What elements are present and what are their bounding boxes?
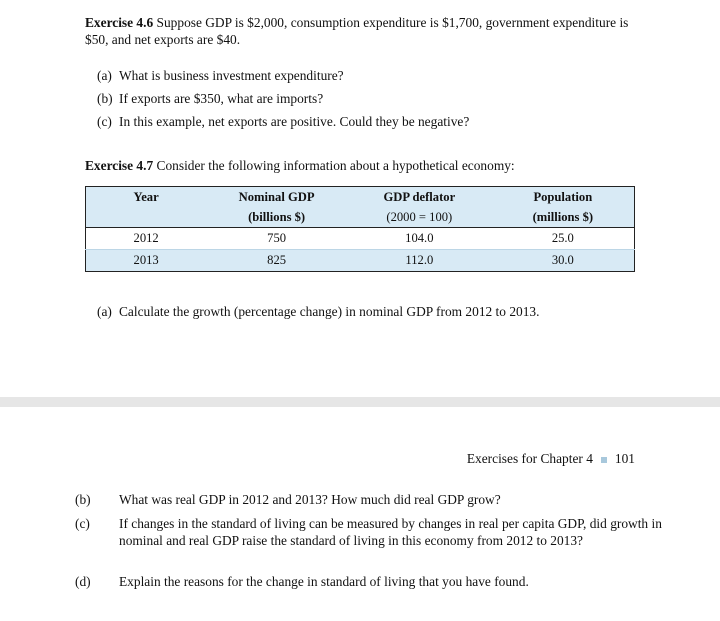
item-label: (b) — [75, 492, 91, 507]
header-year: Year — [133, 189, 159, 204]
cell-gdp-deflator: 112.0 — [347, 250, 492, 272]
exercise-4-6-text: Suppose GDP is $2,000, consumption expenditure is $1,700, government expenditure is $50, and net exports are $40. — [85, 15, 629, 47]
table-header-row-units — [86, 207, 635, 228]
exercise-4-6-statement — [85, 14, 645, 48]
item-text: What was real GDP in 2012 and 2013? How much did real GDP grow? — [119, 492, 501, 507]
header-gdp-deflator: GDP deflator — [383, 189, 456, 204]
exercise-4-6-item-b — [97, 90, 645, 107]
chapter-title: Exercises for Chapter 4 — [466, 451, 593, 466]
item-text: Calculate the growth (percentage change) in nominal GDP from 2012 to 2013. — [119, 304, 540, 319]
item-text: In this example, net exports are positive. Could they be negative? — [119, 114, 470, 129]
exercise-4-7-item-c — [75, 515, 667, 549]
page-number: 101 — [614, 451, 635, 466]
exercise-4-6-item-c — [97, 113, 645, 130]
item-label: (a) — [97, 304, 112, 319]
table-header-row — [86, 187, 635, 208]
header-nominal-gdp: Nominal GDP — [238, 189, 315, 204]
exercise-4-7-label: Exercise 4.7 — [85, 158, 154, 173]
running-header — [467, 451, 635, 467]
exercise-4-6-item-a — [97, 67, 645, 84]
cell-gdp-deflator: 104.0 — [347, 228, 492, 250]
header-gdp-deflator-unit: (2000 = 100) — [386, 209, 453, 224]
exercise-4-7-item-d — [75, 573, 667, 590]
table-row — [86, 228, 635, 250]
economy-data-table — [85, 186, 635, 272]
item-text: Explain the reasons for the change in standard of living that you have found. — [119, 574, 529, 589]
item-label: (b) — [97, 91, 113, 106]
header-nominal-gdp-unit: (billions $) — [248, 209, 306, 224]
cell-year: 2013 — [86, 250, 207, 272]
item-label: (c) — [75, 516, 90, 531]
header-population: Population — [533, 189, 593, 204]
cell-nominal-gdp: 825 — [206, 250, 347, 272]
header-population-unit: (millions $) — [532, 209, 594, 224]
exercise-4-7-statement — [85, 157, 645, 174]
page-separator — [0, 397, 720, 407]
item-label: (d) — [75, 574, 91, 589]
cell-year: 2012 — [86, 228, 207, 250]
item-label: (a) — [97, 68, 112, 83]
exercise-4-7-item-b — [75, 491, 667, 508]
exercise-4-7-item-a — [97, 303, 645, 320]
item-label: (c) — [97, 114, 112, 129]
exercise-4-7-text: Consider the following information about a hypothetical economy: — [153, 158, 515, 173]
header-year-unit — [86, 207, 207, 228]
item-text: What is business investment expenditure? — [119, 68, 344, 83]
item-text: If exports are $350, what are imports? — [119, 91, 324, 106]
cell-population: 25.0 — [492, 228, 635, 250]
table-row — [86, 250, 635, 272]
separator-square-icon — [601, 457, 607, 463]
item-text: If changes in the standard of living can be measured by changes in real per capita GDP, did growth in nominal and real GDP raise the standard of living in this economy from 2012 to 2013? — [119, 516, 662, 548]
cell-population: 30.0 — [492, 250, 635, 272]
cell-nominal-gdp: 750 — [206, 228, 347, 250]
exercise-4-6-label: Exercise 4.6 — [85, 15, 154, 30]
